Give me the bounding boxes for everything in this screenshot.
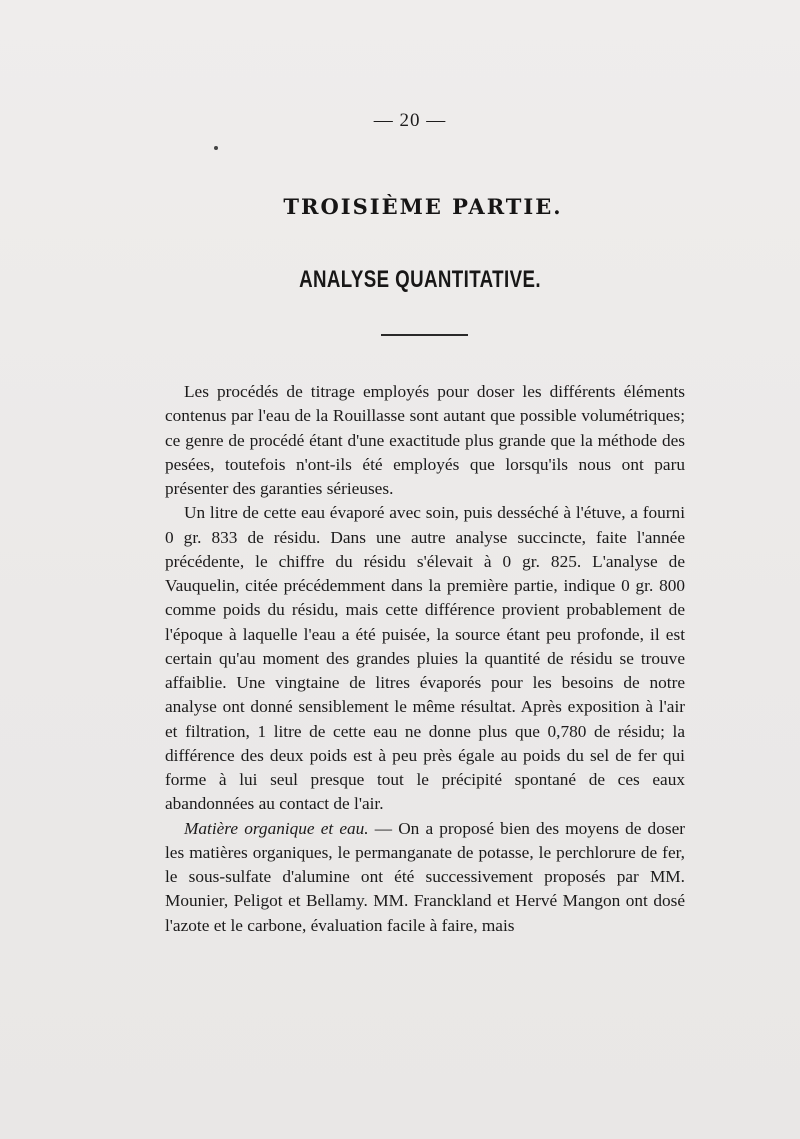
paragraph-organic-text: — On a proposé bien des moyens de doser les matières organiques, le permanganate de potasse, le perchlorure de fer, le sous-sulfate d'alumine ont été successivement proposés par MM. Mounier, Peligot et Bellamy. MM. Franckland et Hervé Mangon ont dosé l'azote et le carbone, évaluation facile à faire, mais: [165, 818, 685, 935]
paragraph-titration: Les procédés de titrage employés pour doser les différents éléments contenus par l'eau de la Rouillasse sont autant que possible volumétriques; ce genre de procédé étant d'une exactitude plus grande que la méthode des pesées, toutefois n'ont-ils été employés que lorsqu'ils nous ont paru présenter des garanties sérieuses.: [165, 382, 685, 498]
section-title: ANALYSE QUANTITATIVE.: [299, 266, 541, 293]
part-title: TROISIÈME PARTIE.: [283, 194, 563, 219]
page-number: — 20 —: [373, 110, 447, 131]
paragraph-organic-matter: [165, 817, 685, 938]
body-text: [165, 380, 685, 938]
bleed-through-texture: [172, 128, 692, 368]
ink-speck: [214, 146, 218, 150]
paragraph-residue: Un litre de cette eau évaporé avec soin, puis desséché à l'étuve, a fourni 0 gr. 833 de résidu. Dans une autre analyse succincte, faite l'année précédente, le chiffre du résidu s'élevait à 0 gr. 825. L'analyse de Vauquelin, citée précédemment dans la première partie, indique 0 gr. 800 comme poids du résidu, mais cette différence provient probablement de l'époque à laquelle l'eau a été puisée, la source étant peu profonde, il est certain qu'au moment des grandes pluies la quantité de résidu se trouve affaiblie. Une vingtaine de litres évaporés pour les besoins de notre analyse ont donné sensiblement le même résultat. Après exposition à l'air et filtration, 1 litre de cette eau ne donne plus que 0,780 de résidu; la différence des deux poids est à peu près égale au poids du sel de fer qui forme à lui seul presque tout le précipité spontané de ces eaux abandonnées au contact de l'air.: [165, 503, 685, 814]
paragraph-lead-italic: Matière organique et eau.: [184, 818, 369, 838]
title-divider: [381, 334, 468, 336]
